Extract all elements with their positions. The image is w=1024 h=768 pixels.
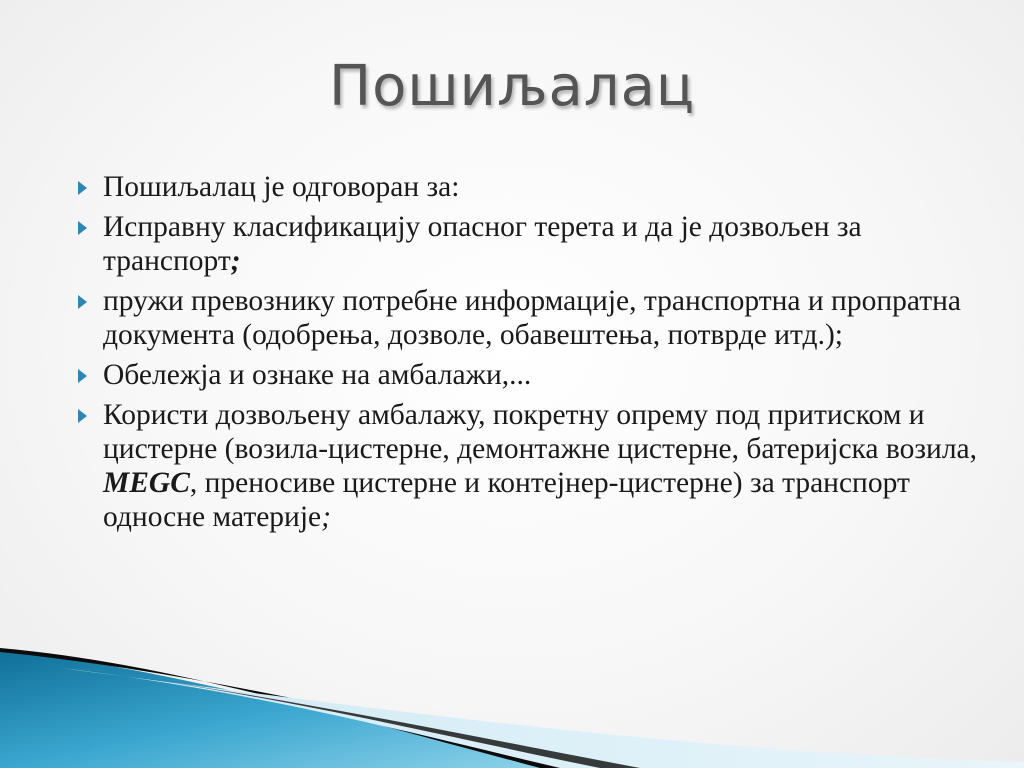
triangle-bullet-icon	[78, 221, 87, 235]
bullet-item	[78, 398, 978, 534]
triangle-bullet-icon	[78, 409, 87, 423]
triangle-bullet-icon	[78, 181, 87, 195]
bullet-item	[78, 210, 978, 278]
bullet-item	[78, 284, 978, 352]
bullet-text: Обележја и ознаке на амбалажи,...	[103, 359, 532, 391]
triangle-bullet-icon	[78, 369, 87, 383]
bullet-item	[78, 170, 978, 204]
slide-title: Пошиљалац	[328, 54, 696, 119]
bullet-suffix: ;	[230, 245, 241, 277]
bullet-text: , преносиве цистерне и контејнер-цистерне) за транспорт односне материје	[103, 467, 910, 533]
bullet-suffix: ;	[321, 501, 331, 533]
bullet-text: Пошиљалац је одговоран за:	[103, 171, 460, 203]
bullet-list	[78, 170, 978, 540]
bullet-text: Користи дозвољену амбалажу, покретну опрему под притиском и цистерне (возила-цистерне, демонтажне цистерне, батеријска возила,	[103, 399, 978, 465]
bullet-text: пружи превознику потребне информације, транспортна и пропратна документа (одобрења, дозволе, обавештења, потврде итд.);	[103, 285, 961, 351]
triangle-bullet-icon	[78, 295, 87, 309]
bullet-text: Исправну класификацију опасног терета и да је дозвољен за транспорт	[103, 211, 862, 277]
bullet-item	[78, 358, 978, 392]
emphasis-text: MEGC	[103, 467, 190, 499]
